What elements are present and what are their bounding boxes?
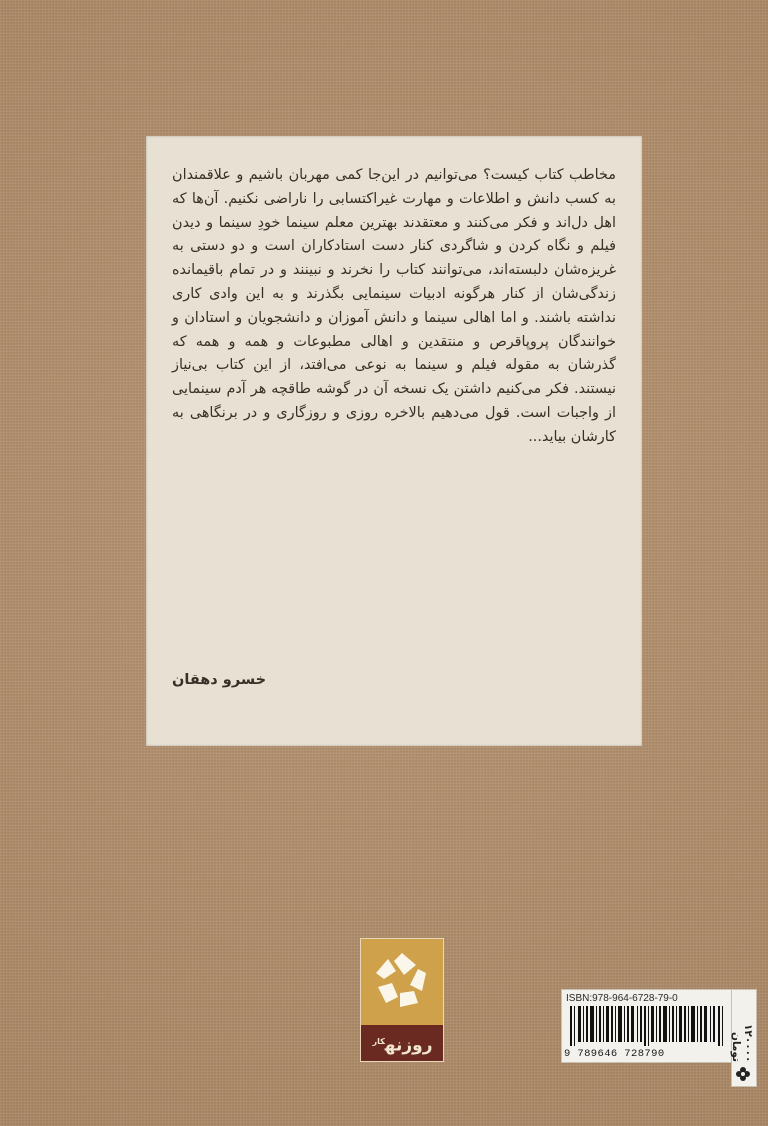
flower-icon: [735, 1066, 751, 1082]
publisher-superscript: کار: [372, 1037, 385, 1046]
ean-number: 9 789646 728790: [564, 1048, 665, 1060]
isbn-label: ISBN:978-964-6728-79-0: [566, 993, 678, 1004]
author-signature: خسرو دهقان: [172, 672, 267, 688]
publisher-name: روزنه: [384, 1035, 433, 1056]
publisher-logo-emblem: [361, 939, 443, 1025]
price-sticker: [731, 989, 757, 1087]
barcode-bars: [570, 1006, 724, 1046]
isbn-barcode: [561, 989, 733, 1063]
publisher-logo: [360, 938, 444, 1062]
blurb-text-block: [172, 164, 616, 450]
back-cover-blurb-panel: [146, 136, 642, 746]
aperture-icon: [370, 949, 434, 1013]
blurb-paragraph: مخاطب کتاب کیست؟ می‌توانیم در این‌جا کمی مهربان باشیم و علاقمندان به کسب دانش و اطلاعات و مهارت غیراکتسابی را ناراضی نکنیم. آن‌ها که اهل دل‌اند و فکر می‌کنند و معتقدند بهترین معلم سینما خودِ سینما و دیدن فیلم و نگاه کردن و شاگردی کنار دست استادکاران است و دو دستی به غریزه‌شان دلبسته‌اند، می‌توانند کتاب را نخرند و نبینند و در تمام باقیمانده زندگی‌شان از کنار هرگونه ادبیات سینمایی بگذرند و به این وادی کاری نداشته باشند. و اما اهالی سینما و دانش آموزان و دانشجویان و استادان و خوانندگان پروپاقرص و منتقدین و اهالی مطبوعات و همه و همه که گذرشان به مقوله فیلم و سینما به نوعی می‌افتد، از این کتاب بی‌نیاز نیستند. فکر می‌کنیم داشتن یک نسخه آن در گوشه طاقچه هر آدم سینمایی از واجبات است. قول می‌دهیم بالاخره روزی و روزگاری و در برنگاهی به کارشان بیاید...: [172, 167, 616, 445]
publisher-name-band: [361, 1025, 443, 1061]
price-label: ۱۲۰۰۰۰ تومان: [730, 1023, 754, 1062]
